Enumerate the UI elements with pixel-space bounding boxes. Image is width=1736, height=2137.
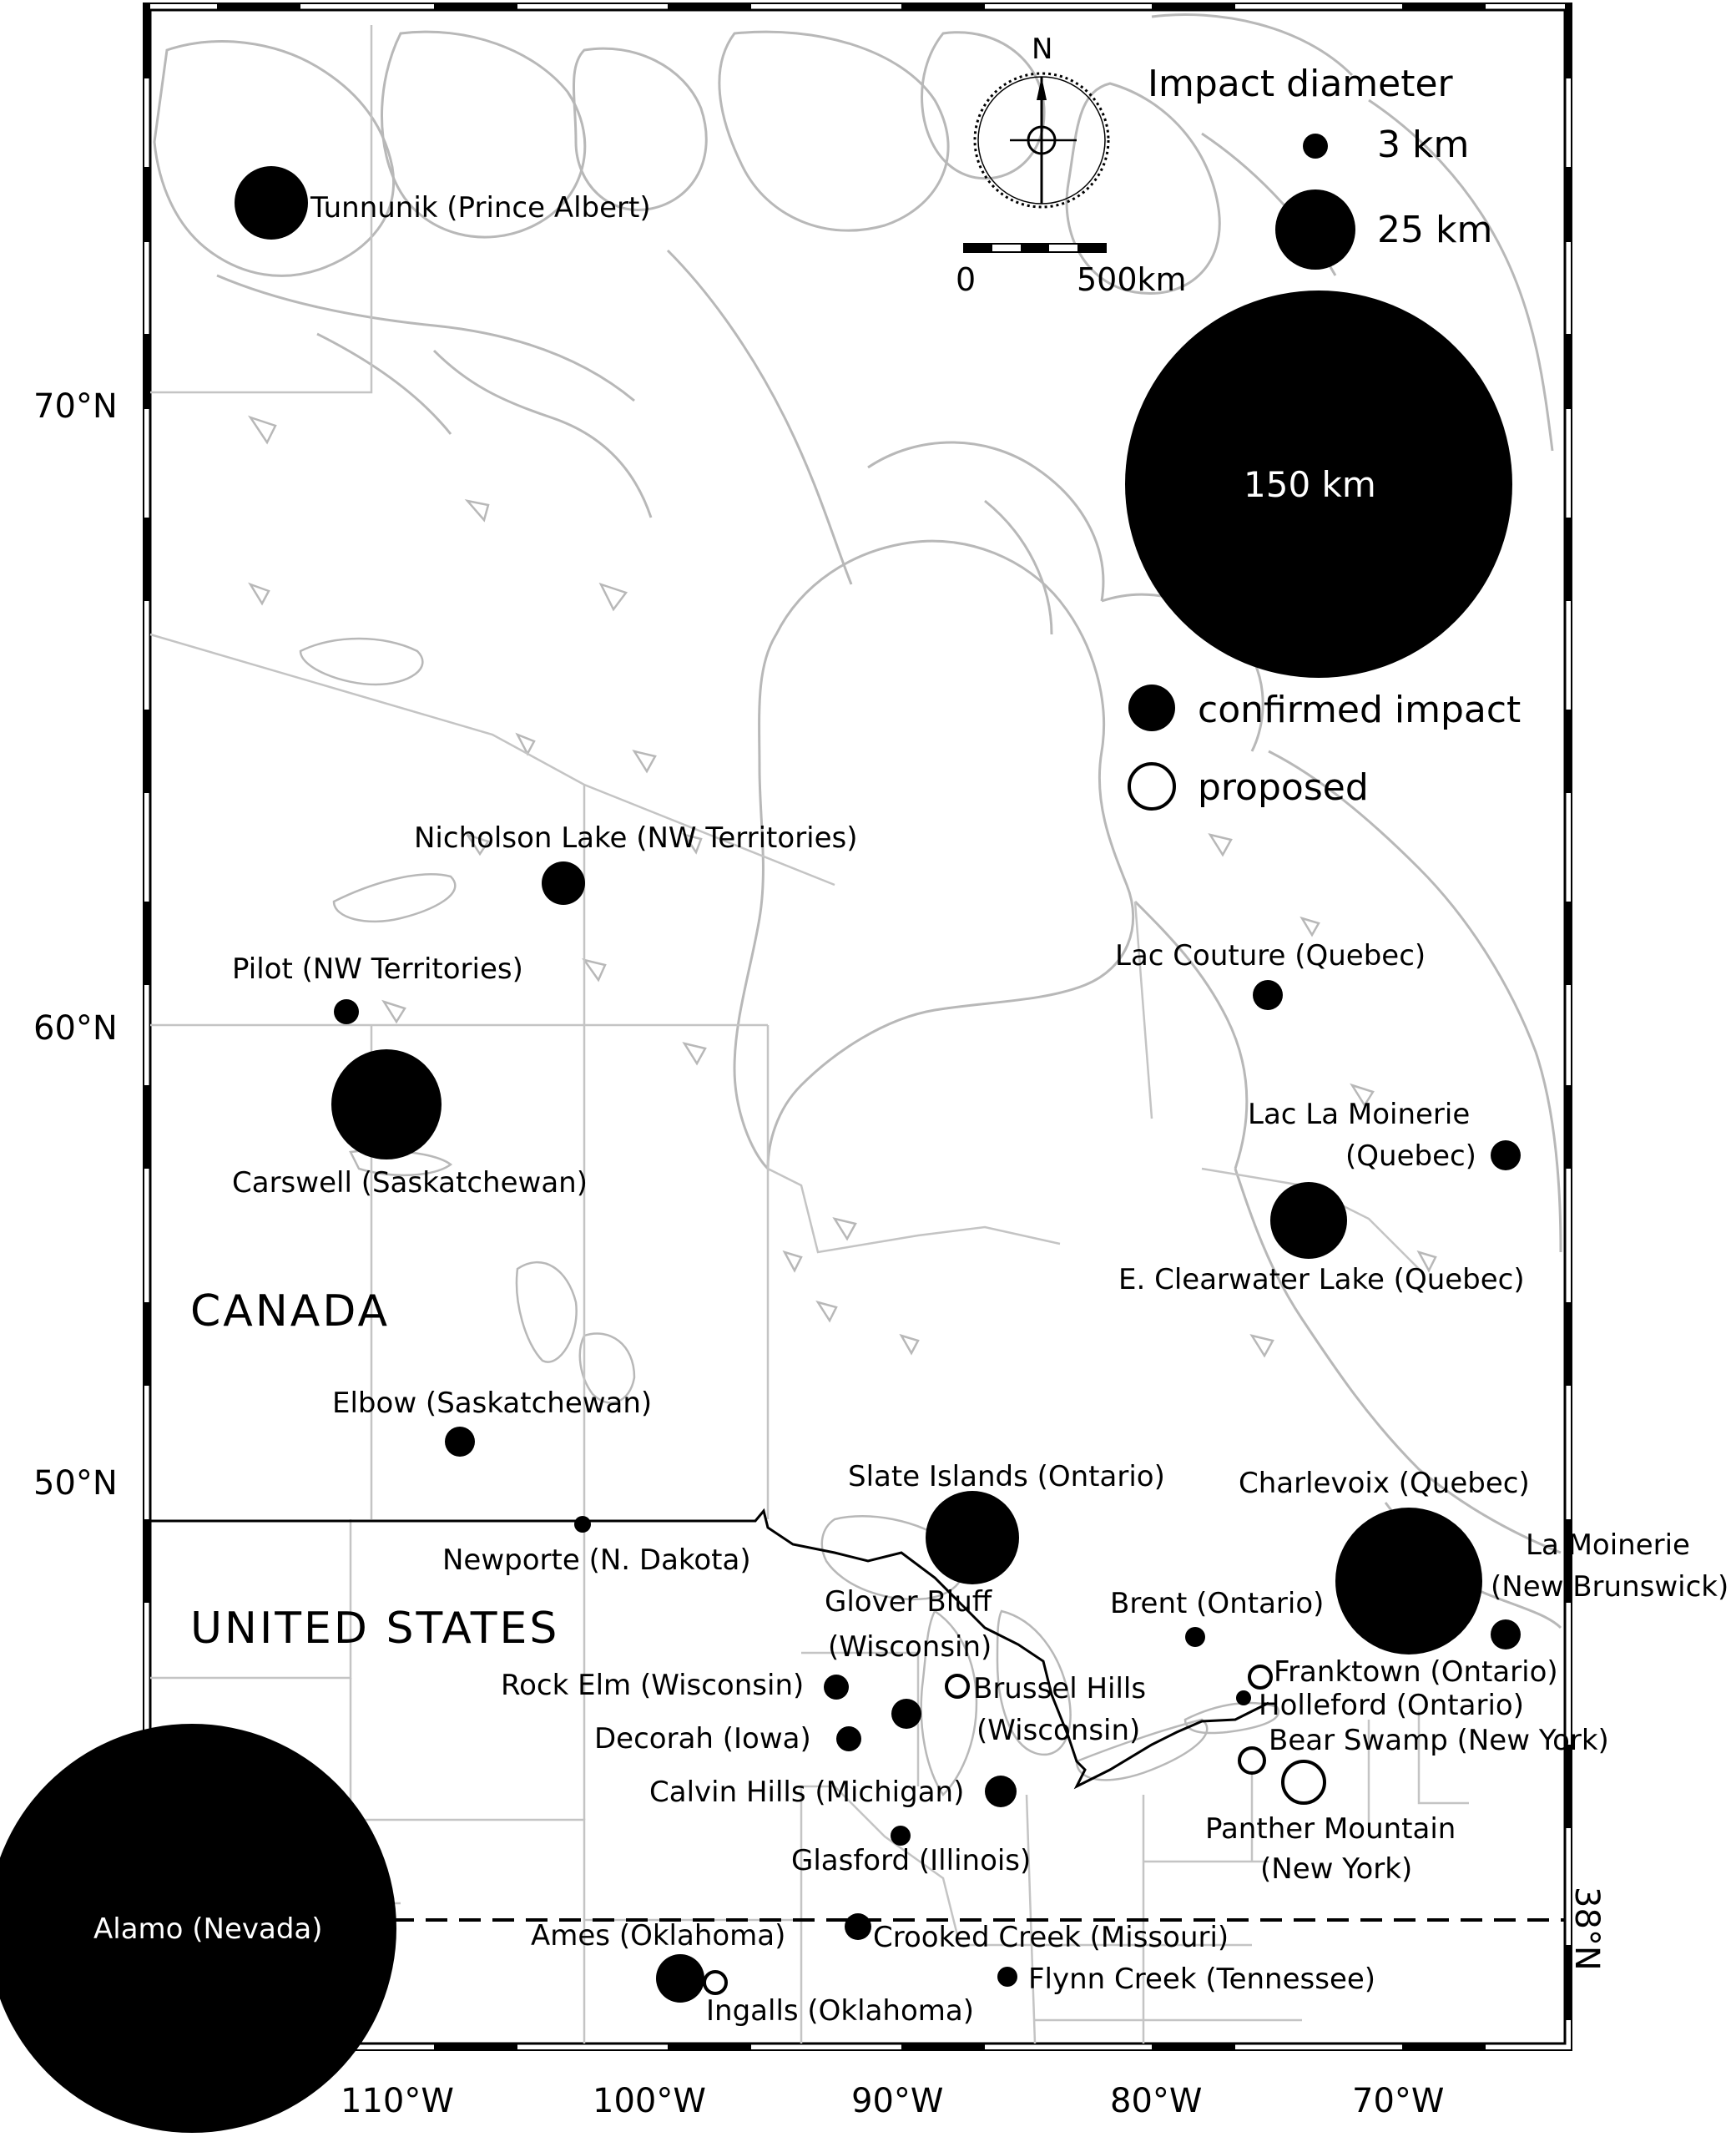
lat-38-label: 38°N bbox=[1567, 1887, 1606, 1971]
scale-end-label: 500km bbox=[1077, 261, 1187, 298]
marker-brussel-hills bbox=[891, 1699, 921, 1729]
marker-nicholson bbox=[542, 861, 585, 905]
legend-confirmed-label: confirmed impact bbox=[1198, 689, 1522, 731]
label-carswell: Carswell (Saskatchewan) bbox=[232, 1166, 588, 1200]
label-calvin-hills: Calvin Hills (Michigan) bbox=[649, 1776, 965, 1809]
marker-carswell bbox=[331, 1049, 442, 1159]
lat-50-label: 50°N bbox=[33, 1464, 118, 1503]
marker-panther-mountain bbox=[1283, 1761, 1325, 1803]
label-la-moinerie-nb-1: La Moinerie bbox=[1526, 1528, 1690, 1562]
lon-100-label: 100°W bbox=[593, 2082, 706, 2120]
legend-size-medium: 25 km bbox=[1377, 209, 1493, 251]
label-decorah: Decorah (Iowa) bbox=[594, 1722, 811, 1756]
label-lac-couture: Lac Couture (Quebec) bbox=[1115, 939, 1426, 973]
marker-ames bbox=[656, 1954, 704, 2003]
legend-size-small: 3 km bbox=[1377, 124, 1470, 166]
marker-clearwater bbox=[1270, 1182, 1347, 1259]
usa-label: UNITED STATES bbox=[190, 1604, 560, 1654]
label-lac-la-moinerie-1: Lac La Moinerie bbox=[1248, 1098, 1471, 1131]
label-rock-elm: Rock Elm (Wisconsin) bbox=[501, 1669, 805, 1702]
marker-tunnunik bbox=[235, 166, 308, 240]
label-brussel-hills-1: Brussel Hills bbox=[973, 1672, 1147, 1705]
label-tunnunik: Tunnunik (Prince Albert) bbox=[310, 191, 651, 225]
marker-newporte bbox=[574, 1516, 591, 1533]
legend-confirmed-marker bbox=[1128, 685, 1175, 731]
label-clearwater: E. Clearwater Lake (Quebec) bbox=[1118, 1263, 1525, 1296]
north-label: N bbox=[1032, 33, 1053, 66]
legend-medium-circle bbox=[1275, 189, 1355, 270]
lon-90-label: 90°W bbox=[851, 2082, 944, 2120]
label-slate-islands: Slate Islands (Ontario) bbox=[848, 1460, 1165, 1493]
marker-charlevoix bbox=[1335, 1508, 1482, 1655]
marker-pilot bbox=[334, 999, 359, 1024]
lon-70-label: 70°W bbox=[1352, 2082, 1445, 2120]
legend-small-circle bbox=[1303, 134, 1328, 159]
legend-proposed-label: proposed bbox=[1198, 766, 1369, 809]
canada-label: CANADA bbox=[190, 1286, 391, 1336]
marker-calvin-hills bbox=[985, 1776, 1017, 1807]
marker-ingalls bbox=[704, 1972, 726, 1993]
marker-glasford bbox=[891, 1826, 911, 1846]
marker-brent bbox=[1185, 1627, 1205, 1647]
marker-crooked-creek bbox=[845, 1913, 871, 1940]
marker-glover-bluff bbox=[946, 1675, 968, 1697]
marker-bear-swamp bbox=[1239, 1748, 1264, 1773]
label-glasford: Glasford (Illinois) bbox=[791, 1844, 1032, 1877]
label-la-moinerie-nb-2: (New Brunswick) bbox=[1491, 1570, 1729, 1604]
marker-flynn-creek bbox=[997, 1967, 1017, 1987]
label-nicholson: Nicholson Lake (NW Territories) bbox=[414, 821, 858, 855]
lat-60-label: 60°N bbox=[33, 1009, 118, 1048]
marker-slate-islands bbox=[926, 1491, 1019, 1584]
lon-110-label: 110°W bbox=[341, 2082, 454, 2120]
label-panther-mountain-1: Panther Mountain bbox=[1205, 1812, 1456, 1846]
marker-franktown bbox=[1249, 1666, 1271, 1688]
label-franktown: Franktown (Ontario) bbox=[1274, 1655, 1558, 1689]
legend-proposed-marker bbox=[1129, 764, 1174, 809]
scale-zero-label: 0 bbox=[956, 261, 976, 298]
lat-70-label: 70°N bbox=[33, 387, 118, 426]
label-flynn-creek: Flynn Creek (Tennessee) bbox=[1028, 1963, 1376, 1996]
label-newporte: Newporte (N. Dakota) bbox=[442, 1543, 751, 1577]
marker-la-moinerie-nb bbox=[1491, 1619, 1521, 1649]
longitude-labels bbox=[341, 2082, 1444, 2120]
legend-title: Impact diameter bbox=[1148, 63, 1453, 105]
label-ames: Ames (Oklahoma) bbox=[531, 1919, 786, 1953]
label-ingalls: Ingalls (Oklahoma) bbox=[706, 1994, 974, 2028]
label-elbow: Elbow (Saskatchewan) bbox=[332, 1387, 653, 1420]
legend-size-large: 150 km bbox=[1244, 464, 1376, 505]
label-crooked-creek: Crooked Creek (Missouri) bbox=[873, 1921, 1229, 1954]
marker-elbow bbox=[445, 1427, 475, 1457]
label-lac-la-moinerie-2: (Quebec) bbox=[1345, 1139, 1476, 1173]
label-charlevoix: Charlevoix (Quebec) bbox=[1239, 1467, 1530, 1500]
label-brussel-hills-2: (Wisconsin) bbox=[976, 1714, 1141, 1747]
marker-decorah bbox=[836, 1726, 861, 1751]
label-brent: Brent (Ontario) bbox=[1110, 1587, 1325, 1620]
lon-80-label: 80°W bbox=[1110, 2082, 1203, 2120]
label-pilot: Pilot (NW Territories) bbox=[232, 952, 523, 986]
marker-lac-la-moinerie bbox=[1491, 1140, 1521, 1170]
marker-holleford bbox=[1236, 1690, 1251, 1705]
label-panther-mountain-2: (New York) bbox=[1260, 1852, 1413, 1886]
marker-rock-elm bbox=[824, 1675, 849, 1700]
label-glover-bluff-2: (Wisconsin) bbox=[828, 1630, 992, 1664]
label-holleford: Holleford (Ontario) bbox=[1259, 1689, 1524, 1722]
label-glover-bluff-1: Glover Bluff bbox=[825, 1585, 992, 1619]
marker-lac-couture bbox=[1253, 980, 1283, 1010]
label-alamo: Alamo (Nevada) bbox=[93, 1912, 323, 1946]
label-bear-swamp: Bear Swamp (New York) bbox=[1269, 1724, 1609, 1757]
